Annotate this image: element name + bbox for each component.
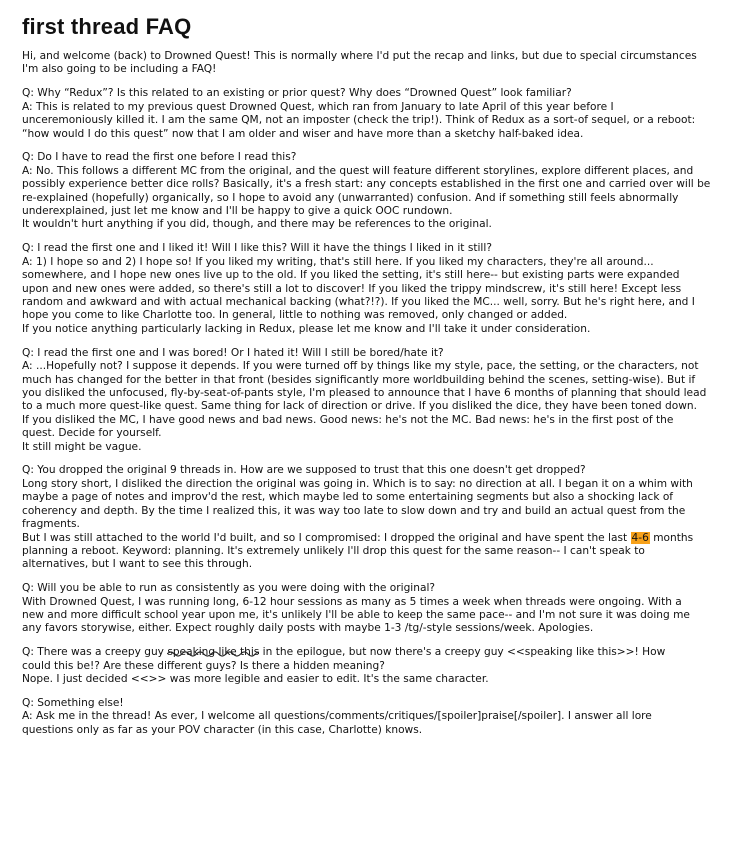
faq-line: A: Ask me in the thread! As ever, I welcome all questions/comments/critiques/[spoiler]praise[/spoiler]. I answer all lore <box>22 710 652 723</box>
faq-something-else <box>22 697 712 737</box>
intro-line: Hi, and welcome (back) to Drowned Quest! This is normally where I'd put the recap and links, but due to special circumstances <box>22 50 697 62</box>
text-run: Q: There was a creepy guy <box>22 646 168 659</box>
faq-line: hope you come to like Charlotte too. In general, little to nothing was removed, only changed or added. <box>22 309 568 322</box>
faq-line: quest. Decide for yourself. <box>22 427 162 440</box>
faq-line: A: ...Hopefully not? I suppose it depends. If you were turned off by things like my style, pace, the setting, or the characters, not <box>22 360 699 373</box>
struck-text-label: speaking like this <box>167 646 260 659</box>
text-run: months <box>649 531 694 544</box>
faq-read-first <box>22 151 712 231</box>
faq-line: new and more difficult school year upon me, it's unlikely I'll be able to keep the same pace-- and I'm not sure it was doing me <box>22 609 690 622</box>
struck-text <box>167 646 259 659</box>
page-title: first thread FAQ <box>22 14 192 39</box>
faq-line: Q: Do I have to read the first one before I read this? <box>22 151 297 164</box>
faq-line: upon and new ones were added, so there's still a lot to discover! If you liked the trippy mindscrew, it's still here! Except less <box>22 282 682 295</box>
faq-line: Q: Will you be able to run as consistently as you were doing with the original? <box>22 582 436 595</box>
faq-line: A: No. This follows a different MC from the original, and the quest will feature different storylines, explore different places, and <box>22 164 694 177</box>
faq-line: A: 1) I hope so and 2) I hope so! If you liked my writing, that's still here. If you liked my characters, they're all around... <box>22 255 654 268</box>
faq-line: Long story short, I disliked the direction the original was going in. Which is to say: no direction at all. I began it on a whim with <box>22 477 693 490</box>
faq-line: It still might be vague. <box>22 440 142 453</box>
faq-dropped <box>22 464 712 571</box>
faq-bored <box>22 347 712 454</box>
faq-line: alternatives, but I want to see this through. <box>22 558 253 571</box>
faq-line: Q: I read the first one and I liked it! Will I like this? Will it have the things I liked in it still? <box>22 242 492 255</box>
faq-line: possibly experience better dice rolls? Basically, it's a fresh start: any concepts established in the first one and carried over will be <box>22 178 711 191</box>
faq-line: A: This is related to my previous quest Drowned Quest, which ran from January to late April of this year before I <box>22 100 614 113</box>
faq-line: any favors storywise, either. Expect roughly daily posts with maybe 1-3 /tg/-style sessions/week. Apologies. <box>22 622 594 635</box>
faq-line: “how would I do this quest” now that I am older and wiser and have more than a sketchy half-baked idea. <box>22 127 584 140</box>
faq-line: fragments. <box>22 518 80 531</box>
faq-line: Q: Something else! <box>22 697 124 710</box>
faq-line-highlighted <box>22 532 712 545</box>
faq-line: re-explained (hopefully) organically, so I hope to avoid any (unwarranted) confusion. And if something still feels abnormally <box>22 191 679 204</box>
faq-line: maybe a page of notes and improv'd the rest, which maybe led to some entertaining segments but also a shocking lack of <box>22 491 674 504</box>
faq-line: unceremoniously killed it. I am the same QM, not an imposter (check the trip!). Think of Redux as a sort-of sequel, or a reboot: <box>22 114 696 127</box>
faq-line: planning a reboot. Keyword: planning. It's extremely unlikely I'll drop this quest for the same reason-- I can't speak to <box>22 544 645 557</box>
faq-line: much has changed for the better in that front (besides significantly more worldbuilding behind the scenes, setting-wise). But if <box>22 373 696 386</box>
faq-line: Q: Why “Redux”? Is this related to an existing or prior quest? Why does “Drowned Quest” look familiar? <box>22 87 572 100</box>
faq-line: Q: You dropped the original 9 threads in. How are we supposed to trust that this one doesn't get dropped? <box>22 464 586 477</box>
faq-line: Q: I read the first one and I was bored! Or I hated it! Will I still be bored/hate it? <box>22 346 444 359</box>
text-run: in the epilogue, but now there's a creepy guy <<speaking like this>>! How <box>259 646 666 659</box>
faq-redux <box>22 87 712 141</box>
faq-line: coherency and depth. By the time I realized this, it was way too late to slow down and try and build an actual quest from the <box>22 504 686 517</box>
intro-paragraph <box>22 50 712 77</box>
intro-line: I'm also going to be including a FAQ! <box>22 63 217 76</box>
faq-line: underexplained, just let me know and I'll be happy to give a quick OOC rundown. <box>22 205 453 218</box>
faq-creepy-guy <box>22 646 712 686</box>
faq-line: to a much more quest-like quest. Same thing for lack of direction or drive. If you disliked the dice, they have been toned down. <box>22 400 697 413</box>
faq-line: could this be!? Are these different guys? Is there a hidden meaning? <box>22 659 385 672</box>
faq-line-struck <box>22 646 712 659</box>
faq-consistency <box>22 582 712 636</box>
faq-liked-it <box>22 242 712 336</box>
faq-line: somewhere, and I hope new ones live up to the old. If you liked the setting, it's still here-- but existing parts were expanded <box>22 269 680 282</box>
faq-line: Nope. I just decided <<>> was more legible and easier to edit. It's the same character. <box>22 673 489 686</box>
faq-line: It wouldn't hurt anything if you did, though, and there may be references to the original. <box>22 218 492 231</box>
highlighted-text: 4-6 <box>631 531 649 544</box>
faq-line: If you disliked the MC, I have good news and bad news. Good news: he's not the MC. Bad news: he's in the first post of the <box>22 413 674 426</box>
faq-line: you disliked the unfocused, fly-by-seat-of-pants style, I'm pleased to announce that I have 6 months of planning that should lead <box>22 386 707 399</box>
faq-line: questions only as far as your POV character (in this case, Charlotte) knows. <box>22 723 423 736</box>
faq-line: random and awkward and with actual mechanical backing (what?!?). If you liked the MC... well, sorry. But he's right here, and I <box>22 296 695 308</box>
faq-line: If you notice anything particularly lacking in Redux, please let me know and I'll take it under consideration. <box>22 322 591 335</box>
text-run: But I was still attached to the world I'd built, and so I compromised: I dropped the original and have spent the last <box>22 531 631 544</box>
faq-line: With Drowned Quest, I was running long, 6-12 hour sessions as many as 5 times a week when threads were ongoing. With a <box>22 595 682 608</box>
